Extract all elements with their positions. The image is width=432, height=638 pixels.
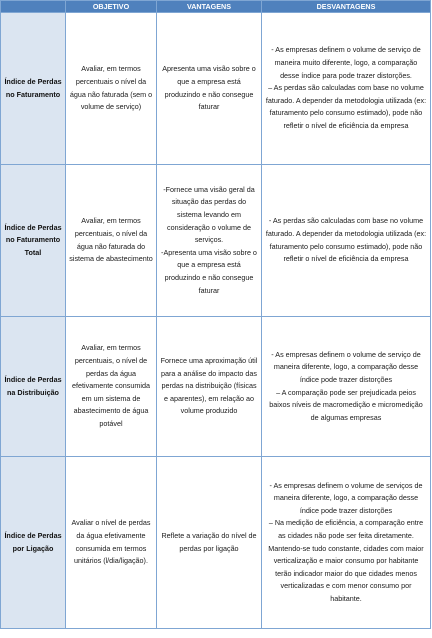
desvantagens-text: - As empresas definem o volume de serviço de maneira diferente, logo, a comparação desse índice pode trazer distorções [271, 349, 421, 384]
desvantagens-text: - As perdas são calculadas com base no volume faturado. A depender da metodologia utilizada (ex: faturamento pelo consumo estimado), pode não refletir o nível de eficiência da empresa [265, 216, 427, 264]
vantagens-cell [157, 165, 262, 317]
desvantagens-text: – As perdas são calculadas com base no volume faturado. A depender da metodologia utilizada (ex: faturamento pelo consumo estimado), pode não refletir o nível de eficiência da empresa [265, 83, 427, 130]
table-row [1, 317, 431, 457]
header-desvantagens: DESVANTAGENS [262, 1, 431, 13]
vantagens-text: -Fornece uma visão geral da situação das perdas do sistema levando em consideração o volume de serviços. [163, 184, 255, 245]
table-row [1, 457, 431, 629]
desvantagens-cell [262, 13, 431, 165]
objetivo-cell [66, 165, 157, 317]
desvantagens-cell [262, 165, 431, 317]
vantagens-text: Reflete a variação do nível de perdas por ligação [161, 530, 257, 553]
desvantagens-text: – A comparação pode ser prejudicada peios baixos níveis de macromedição e micromedição de algumas empresas [269, 387, 423, 422]
table-row [1, 13, 431, 165]
objetivo-cell [66, 457, 157, 629]
objetivo-text: Avaliar, em termos percentuais, o nível da água não faturada do sistema de abastecimento [69, 216, 153, 264]
row-label: Índice de Perdas no Faturamento [1, 13, 66, 165]
objetivo-text: Avaliar o nível de perdas da água efetivamente consumida em termos unitários (l/dia/ligação). [71, 518, 151, 566]
vantagens-cell [157, 317, 262, 457]
vantagens-text: -Apresenta uma visão sobre o que a empresa está produzindo e não consegue faturar [161, 247, 257, 295]
row-label: Índice de Perdas na Distribuição [1, 317, 66, 457]
row-label: Índice de Perdas por Ligação [1, 457, 66, 629]
header-row [1, 1, 431, 13]
objetivo-text: Avaliar, em termos percentuais o nível da água não faturada (sem o volume de serviço) [69, 64, 153, 112]
desvantagens-text: - As empresas definem o volume de serviços de maneira diferente, logo, a comparação desse índice pode trazer distorções [269, 480, 423, 515]
vantagens-text: Fornece uma aproximação útil para a análise do impacto das perdas na distribuição (físicas e aparentes), em relação ao volume produzido [160, 356, 258, 416]
desvantagens-text: – Na medição de eficiência, a comparação entre as cidades não pode ser feita diretamente. Mantendo-se tudo constante, cidades com maior verticalização e maior consumo por habitante terão indicador maior do que cidades menos verticalizadas e com menor consumo por habitante. [268, 518, 424, 603]
header-vantagens: VANTAGENS [157, 1, 262, 13]
vantagens-text: Apresenta uma visão sobre o que a empresa está produzindo e não consegue faturar [162, 64, 256, 112]
objetivo-cell [66, 13, 157, 165]
desvantagens-cell [262, 317, 431, 457]
row-label: Índice de Perdas no Faturamento Total [1, 165, 66, 317]
desvantagens-cell [262, 457, 431, 629]
objetivo-cell [66, 317, 157, 457]
desvantagens-text: - As empresas definem o volume de serviço de maneira muito diferente, logo, a comparação desse índice para pode trazer distorções. [271, 45, 421, 80]
header-empty [1, 1, 66, 13]
header-objetivo: OBJETIVO [66, 1, 157, 13]
vantagens-cell [157, 457, 262, 629]
objetivo-text: Avaliar, em termos percentuais, o nível de perdas da água efetivamente consumida em um sistema de abastecimento de água potável [72, 343, 150, 428]
table-row [1, 165, 431, 317]
vantagens-cell [157, 13, 262, 165]
